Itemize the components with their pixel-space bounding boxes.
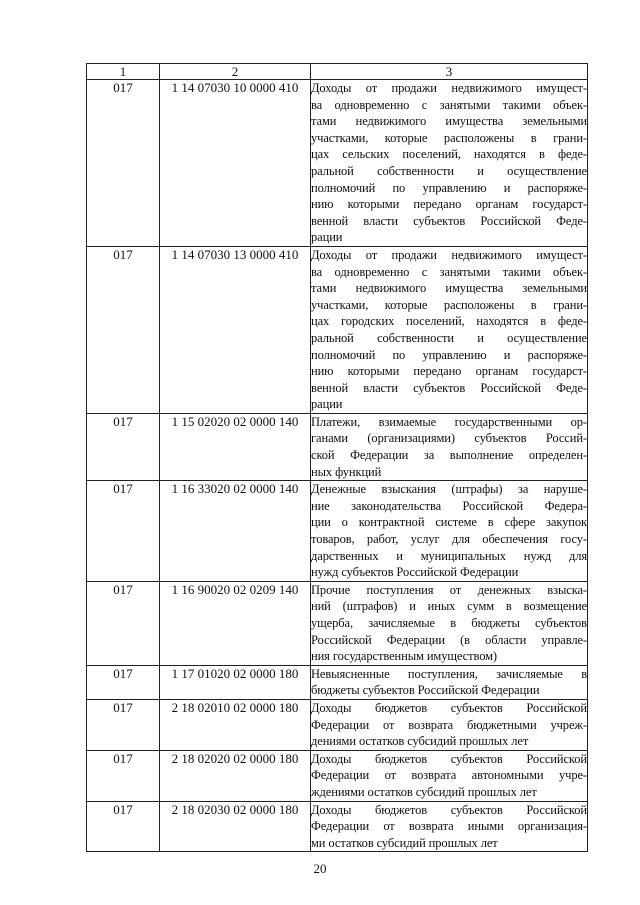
admin-code-cell: 017 [87, 413, 160, 480]
column-header-3: 3 [311, 64, 588, 80]
budget-code-cell: 1 14 07030 13 0000 410 [160, 246, 311, 413]
table-row [87, 699, 588, 750]
description-line: ных функций [311, 464, 382, 479]
description-cell [311, 665, 588, 699]
budget-code-cell: 1 16 33020 02 0000 140 [160, 481, 311, 582]
description-cell [311, 246, 588, 413]
admin-code-cell: 017 [87, 699, 160, 750]
description-line: Доходы бюджетов субъектов Российской [311, 802, 587, 817]
description-line: участками, которые расположены в грани- [311, 130, 587, 145]
description-line: тами недвижимого имущества земельными [311, 114, 587, 129]
description-line: участками, которые расположены в грани- [311, 297, 587, 312]
description-line: Доходы от продажи недвижимого имущест- [311, 247, 587, 262]
description-line: Доходы бюджетов субъектов Российской [311, 700, 587, 715]
description-line: полномочий по управлению и распоряже- [311, 180, 587, 195]
description-line: венной власти субъектов Российской Феде- [311, 380, 587, 395]
description-line: нужд субъектов Российской Федерации [311, 565, 519, 580]
description-line: ждениями остатков субсидий прошлых лет [311, 784, 537, 799]
description-line: ва одновременно с занятыми такими объек- [311, 97, 587, 112]
description-line: ральной собственности и осуществление [311, 330, 587, 345]
description-cell [311, 699, 588, 750]
description-line: бюджеты субъектов Российской Федерации [311, 683, 540, 698]
description-line: ний (штрафов) и иных сумм в возмещение [311, 599, 587, 614]
description-line: ми остатков субсидий прошлых лет [311, 835, 498, 850]
budget-code-cell: 1 16 90020 02 0209 140 [160, 581, 311, 665]
description-cell [311, 801, 588, 852]
column-header-1: 1 [87, 64, 160, 80]
admin-code-cell: 017 [87, 246, 160, 413]
description-line: тами недвижимого имущества земельными [311, 281, 587, 296]
description-line: ние законодательства Российской Федера- [311, 498, 587, 513]
revenue-codes-table [86, 63, 588, 852]
description-cell [311, 413, 588, 480]
description-line: Федерации от возврата иными организация- [311, 819, 587, 834]
table-row [87, 413, 588, 480]
description-line: цах сельских поселений, находятся в феде- [311, 147, 587, 162]
description-line: ской Федерации за выполнение определен- [311, 448, 587, 463]
description-line: ции о контрактной системе в сфере закупок [311, 515, 587, 530]
description-line: ущерба, зачисляемые в бюджеты субъектов [311, 616, 587, 630]
budget-code-cell: 2 18 02020 02 0000 180 [160, 750, 311, 801]
description-line: Федерации от возврата бюджетными учреж- [311, 717, 587, 732]
table-row [87, 581, 588, 665]
admin-code-cell: 017 [87, 80, 160, 247]
description-line: рации [311, 230, 343, 245]
table-row [87, 80, 588, 247]
table-header-row [87, 64, 588, 80]
table-row [87, 481, 588, 582]
description-line: Доходы бюджетов субъектов Российской [311, 751, 587, 766]
description-line: Российской Федерации (в области управле- [311, 632, 587, 647]
description-line: ральной собственности и осуществление [311, 163, 587, 178]
admin-code-cell: 017 [87, 665, 160, 699]
admin-code-cell: 017 [87, 581, 160, 665]
budget-code-cell: 2 18 02030 02 0000 180 [160, 801, 311, 852]
admin-code-cell: 017 [87, 750, 160, 801]
budget-code-cell: 2 18 02010 02 0000 180 [160, 699, 311, 750]
description-line: нию которыми передано органам государст- [311, 197, 587, 212]
budget-code-cell: 1 15 02020 02 0000 140 [160, 413, 311, 480]
table-row [87, 801, 588, 852]
description-line: Платежи, взимаемые государственными ор- [311, 414, 587, 429]
table-row [87, 246, 588, 413]
description-line: Доходы от продажи недвижимого имущест- [311, 81, 587, 95]
description-line: дениями остатков субсидий прошлых лет [311, 734, 529, 749]
description-line: полномочий по управлению и распоряже- [311, 347, 587, 362]
description-line: товаров, работ, услуг для обеспечения госу- [311, 532, 587, 547]
description-line: ния государственным имуществом) [311, 649, 497, 664]
description-cell [311, 80, 588, 247]
description-line: нию которыми передано органам государст- [311, 364, 587, 379]
description-line: Прочие поступления от денежных взыска- [311, 582, 587, 597]
table-row [87, 665, 588, 699]
description-cell [311, 750, 588, 801]
description-line: цах городских поселений, находятся в феде- [311, 314, 587, 329]
description-line: венной власти субъектов Российской Феде- [311, 213, 587, 228]
column-header-2: 2 [160, 64, 311, 80]
budget-code-cell: 1 17 01020 02 0000 180 [160, 665, 311, 699]
description-cell [311, 481, 588, 582]
page-number: 20 [313, 861, 327, 876]
budget-code-cell: 1 14 07030 10 0000 410 [160, 80, 311, 247]
admin-code-cell: 017 [87, 481, 160, 582]
admin-code-cell: 017 [87, 801, 160, 852]
description-line: Денежные взыскания (штрафы) за наруше- [311, 482, 587, 497]
description-line: ганами (организациями) субъектов Россий- [311, 431, 587, 446]
description-cell [311, 581, 588, 665]
description-line: дарственных и муниципальных нужд для [311, 548, 587, 563]
table-body [87, 80, 588, 852]
description-line: Федерации от возврата автономными учре- [311, 768, 587, 783]
table-row [87, 750, 588, 801]
description-line: рации [311, 397, 343, 412]
description-line: ва одновременно с занятыми такими объек- [311, 264, 587, 279]
description-line: Невыясненные поступления, зачисляемые в [311, 666, 587, 681]
